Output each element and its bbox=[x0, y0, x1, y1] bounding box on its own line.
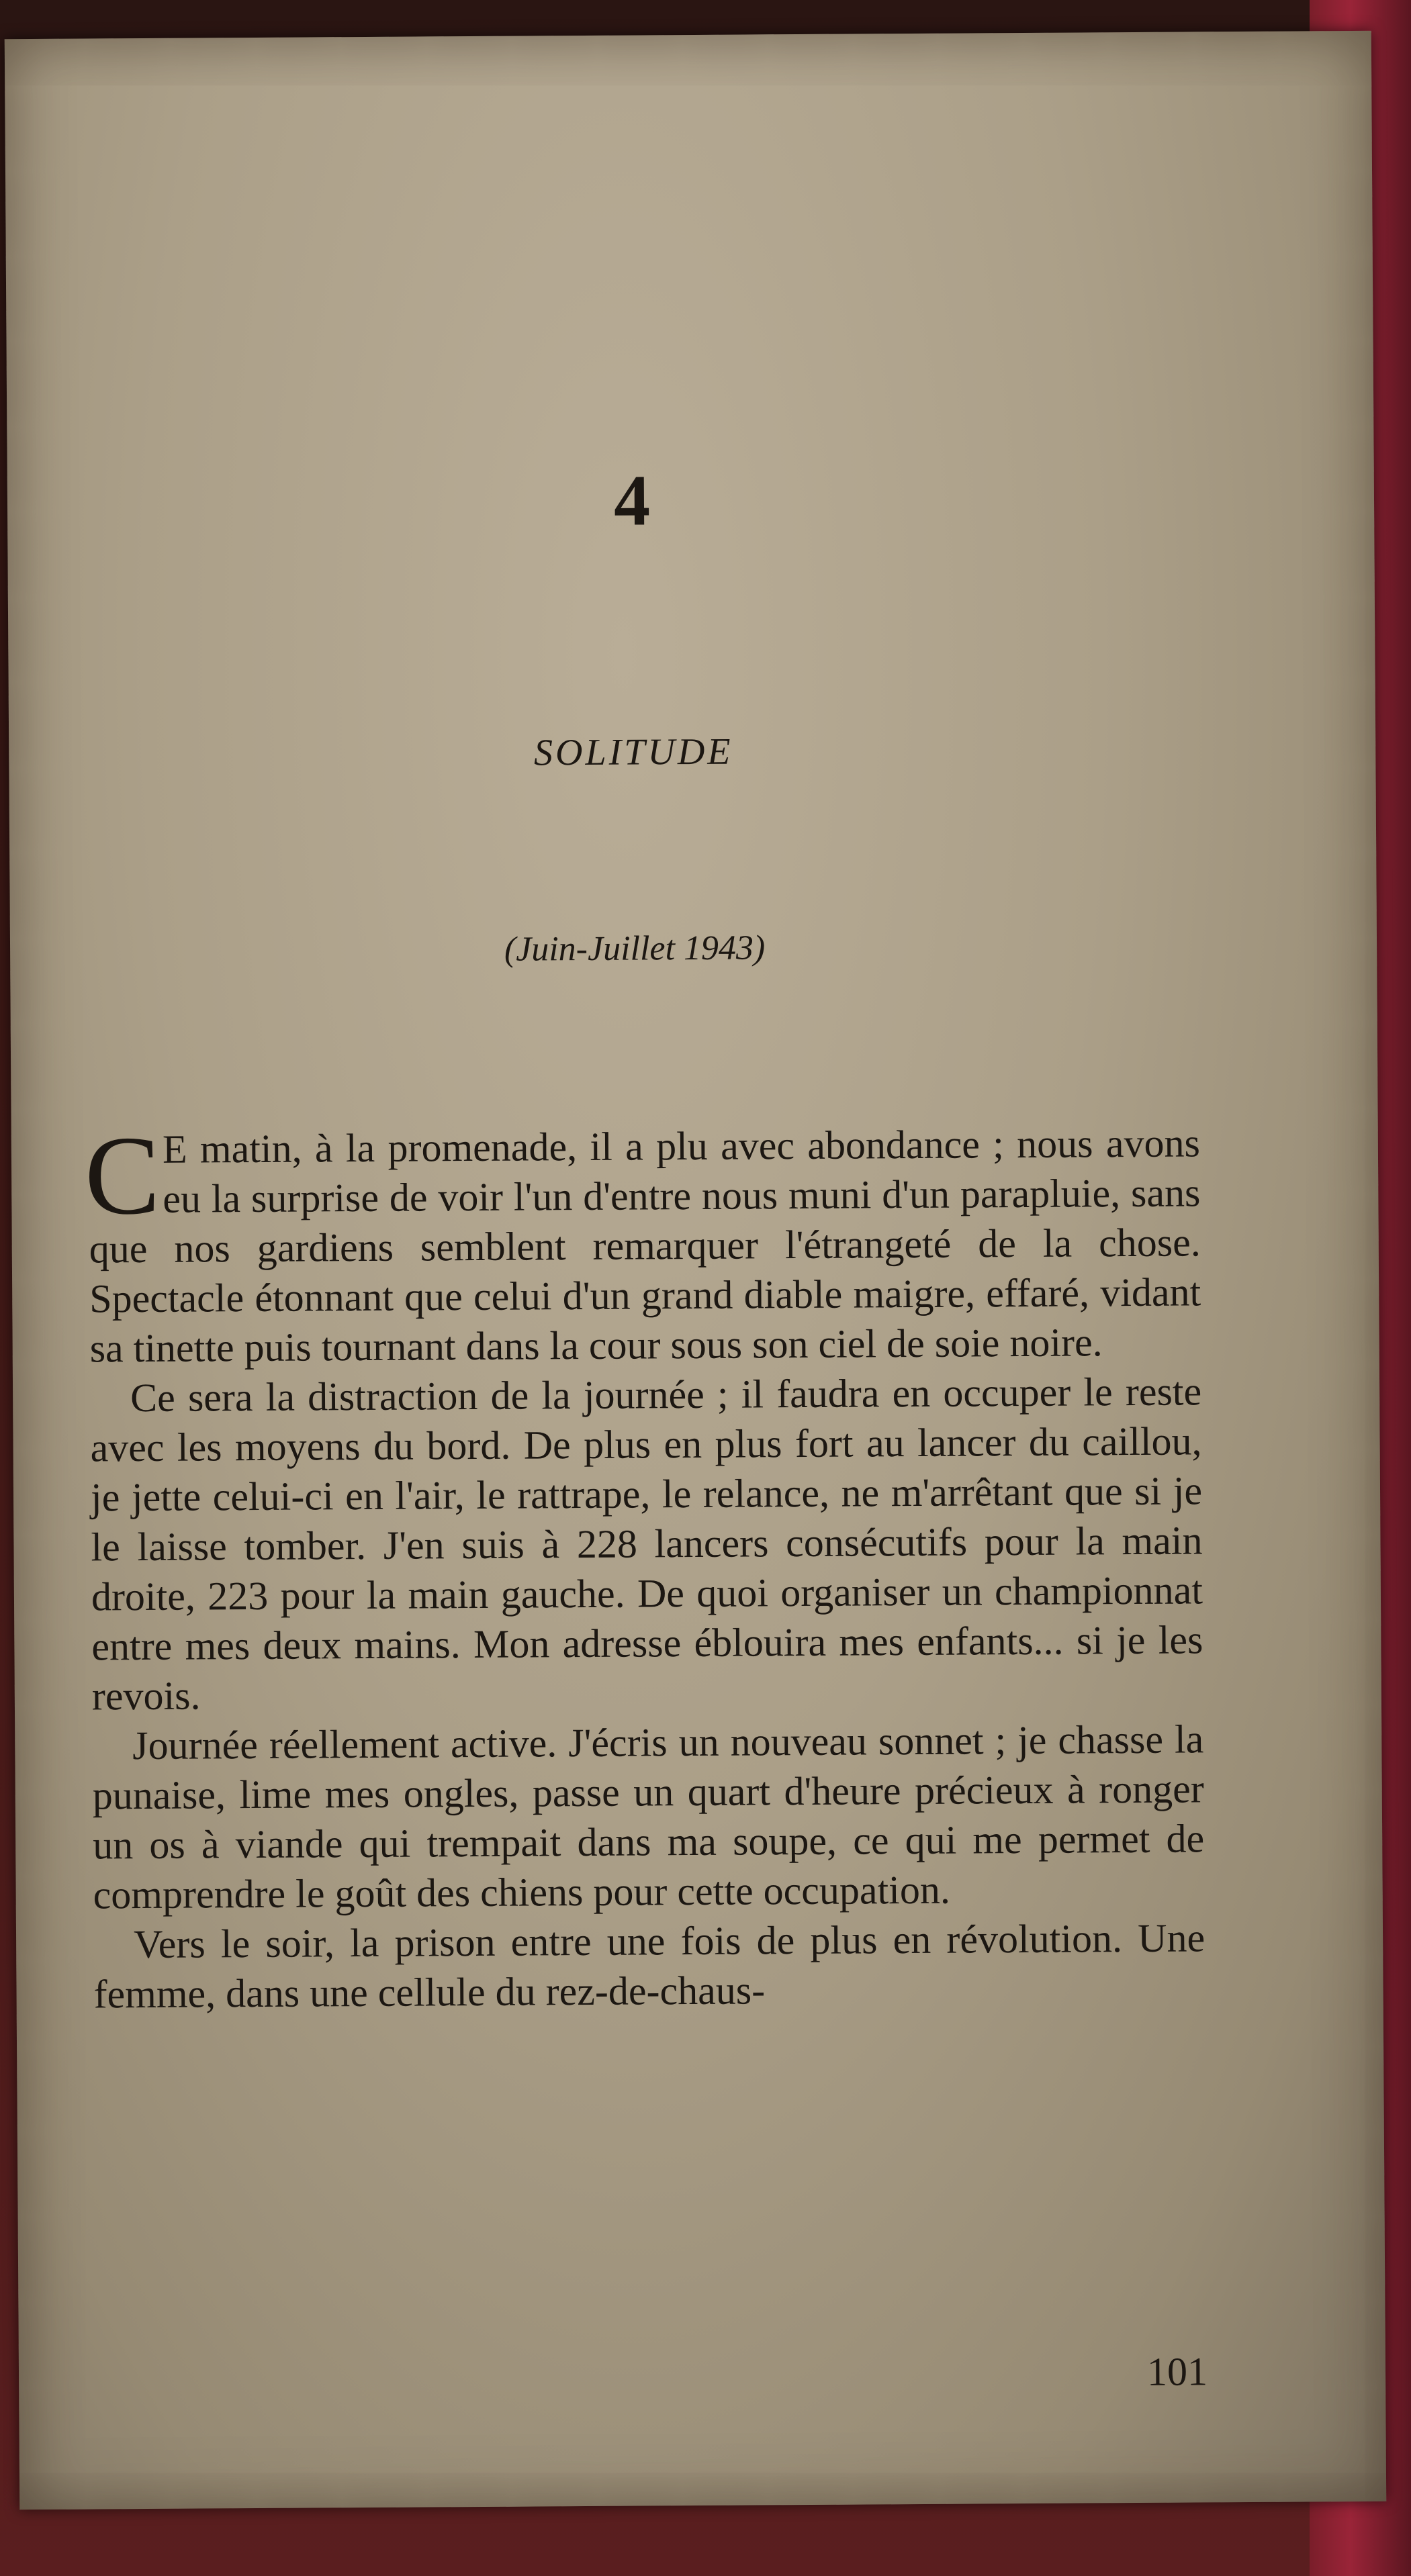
chapter-date: (Juin-Juillet 1943) bbox=[504, 928, 766, 969]
page-content bbox=[5, 31, 1386, 2510]
paragraph-1-text: E matin, à la promenade, il a plu avec abondance ; nous avons eu la surprise de voir l'un d'entre nous muni d'un parapluie, sans que nos gardiens semblent remarquer l'étrangeté de la chose. Spectacle étonnant que celui d'un grand diable maigre, effaré, vidant sa tinette puis tournant dans la cour sous son ciel de soie noire. bbox=[89, 1120, 1201, 1371]
paragraph-4: Vers le soir, la prison entre une fois de plus en révolution. Une femme, dans une cellule du rez-de-chaus- bbox=[93, 1915, 1205, 2017]
body-text bbox=[84, 1112, 1205, 2019]
paragraph-1 bbox=[84, 1112, 1201, 1373]
page-number: 101 bbox=[1146, 2349, 1208, 2394]
paragraph-2: Ce sera la distraction de la journée ; il faudra en occuper le reste avec les moyens du bord. De plus en plus fort au lancer du caillou, je jette celui-ci en l'air, le rattrape, le relance, ne m'arrêtant que si je le laisse tomber. J'en suis à 228 lancers consécutifs pour la main droite, 223 pour la main gauche. De quoi organiser un championnat entre mes deux mains. Mon adresse éblouira mes enfants... si je les revois. bbox=[90, 1369, 1203, 1719]
paragraph-3: Journée réellement active. J'écris un nouveau sonnet ; je chasse la punaise, lime mes ongles, passe un quart d'heure précieux à ronger un os à viande qui trempait dans ma soupe, ce qui me permet de comprendre le goût des chiens pour cette occupation. bbox=[92, 1717, 1205, 1917]
chapter-number: 4 bbox=[613, 461, 651, 541]
drop-cap: C bbox=[84, 1112, 161, 1239]
book-page bbox=[5, 31, 1386, 2510]
chapter-title: SOLITUDE bbox=[533, 730, 733, 774]
